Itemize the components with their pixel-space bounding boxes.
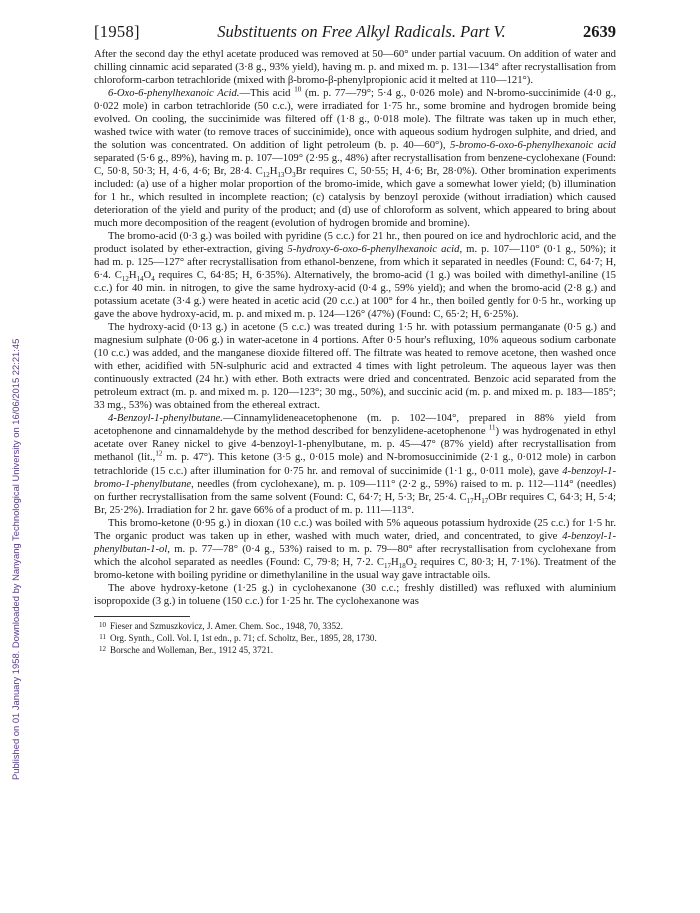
formula-subscript: 12: [262, 171, 270, 180]
paragraph: [94, 87, 616, 230]
text-run: —Cinnamylideneacetophenone (m. p. 102—104°, prepared in 88% yield from acetophenone and cinnamaldehyde by the method described for benzylidene-acetophenone: [94, 413, 616, 438]
paragraph: [94, 582, 616, 608]
text-run: (m. p. 77—79°; 5·4 g., 0·026 mole) and N-bromo-succinimide (4·0 g., 0·022 mole) in carbon tetrachloride (50 c.c.), were irradiated for 1·75 hr., some bromine and hydrogen bromide being evolved. On cooling, the succinimide was filtered off (1·8 g., 0·018 mole). The filtrate was taken up in much ether, washed twice with water (to remove traces of succinimide), once with aqueous sodium hydrogen sulphite, and dried, and the solution was concentrated. On addition of light petroleum (b. p. 40—60°),: [94, 88, 616, 152]
footnote: [94, 644, 616, 656]
article-body: [94, 48, 616, 608]
paragraph: [94, 321, 616, 412]
text-run: The bromo-acid (0·3 g.) was boiled with pyridine (5 c.c.) for 21 hr., then poured on ice and hydrochloric acid, and the product isolated by ether-extraction, giving: [94, 231, 616, 256]
header-year: [1958]: [94, 22, 140, 41]
text-run: , m. p. 107—110° (0·1 g., 50%); it had m. p. 125—127° after recrystallisation from ethanol-benzene, from which it separated in needles (Found: C, 64·7; H, 6·4. C: [94, 244, 616, 282]
text-run: The hydroxy-acid (0·13 g.) in acetone (5 c.c.) was treated during 1·5 hr. with potassium permanganate (0·5 g.) and magnesium sulphate (0·06 g.) in water-acetone in 4 portions. After 0·5 hour's refluxing, 10% aqueous sodium carbonate (10 c.c.) was added, and the manganese dioxide filtered off. The filtrate was heated to remove acetone, then washed once with ether, acidified with 5N-sulphuric acid and extracted 4 times with light petroleum. The aqueous layer was then continuously extracted (24 hr.) with ether. Both extracts were dried and concentrated. Benzoic acid separated from the petroleum extract (m. p. and mixed m. p. 120—123°; 30 mg., 50%), and succinic acid (m. p. and mixed m. p. 183—185°; 33 mg., 53%) was obtained from the ethereal extract.: [94, 322, 616, 412]
text-run: Br requires C, 50·55; H, 4·6; Br, 28·0%). Other bromination experiments included: (a) use of a higher molar proportion of the bromo-imide, which gave a somewhat lower yield; (b) illumination for 1 hr., which resulted in incomplete reaction; (c) catalysis by benzoyl peroxide (without irradiation) which caused deterioration of the yield and purity of the product; and (d) use of chloroform as solvent, which appeared to bring about much more decomposition of the reagent (evolution of hydrogen bromide and bromine).: [94, 166, 616, 230]
compound-name: 4-benzoyl-1-bromo-1-phenylbutane: [94, 465, 616, 490]
formula-subscript: 17: [466, 496, 474, 505]
footnote-number: 12: [99, 644, 106, 653]
footnote: [94, 620, 616, 632]
formula-subscript: 4: [151, 275, 155, 284]
text-run: requires C, 64·85; H, 6·35%). Alternatively, the bromo-acid (1 g.) was boiled with dimethyl-aniline (15 c.c.) for 40 min. in nitrogen, to give the same hydroxy-acid (0·4 g., 59% yield); and when the bromo-acid (2·8 g.) and potassium acetate (3·4 g.) were heated in acetic acid (20 c.c.) at 100° for 4 hr., then boiled gently for 0·5 hr., working up gave the above hydroxy-acid, m. p. and mixed m. p. 124—126° (47%) (Found: C, 65·2; H, 6·25%).: [94, 270, 616, 321]
footnote-number: 11: [99, 632, 106, 641]
download-watermark: [0, 0, 34, 913]
formula-subscript: 13: [277, 171, 285, 180]
paragraph: [94, 517, 616, 582]
paragraph: [94, 230, 616, 321]
text-run: , needles (from cyclohexane), m. p. 109—111° (2·2 g., 59%) raised to m. p. 112—114° (needles) on further recrystallisation from the same solvent (Found: C, 64·7; H, 5·3; Br, 25·4. C: [94, 478, 616, 503]
text-run: This bromo-ketone (0·95 g.) in dioxan (10 c.c.) was boiled with 5% aqueous potassium hydroxide (25 c.c.) for 1·5 hr. The organic product was taken up in ether, washed with much water, dried, and concentrated, to give: [94, 517, 616, 542]
compound-name: 4-Benzoyl-1-phenylbutane.: [108, 413, 223, 425]
compound-name: 4-benzoyl-1-phenylbutan-1-ol: [94, 530, 616, 555]
footnote-text: Borsche and Wolleman, Ber., 1912 45, 3721.: [110, 644, 274, 655]
formula-subscript: 17: [384, 561, 391, 570]
footnote-rule: [94, 616, 190, 617]
text-run: ) was hydrogenated in ethyl acetate over Raney nickel to give 4-benzoyl-1-phenylbutane, m. p. 45—47° (87% yield) after recrystallisation from methanol (lit.,: [94, 426, 617, 464]
text-run: H: [391, 556, 399, 568]
compound-name: 5-hydroxy-6-oxo-6-phenylhexanoic acid: [287, 244, 460, 256]
reference-marker: 12: [155, 449, 163, 458]
footnotes: [94, 620, 616, 656]
journal-page: [94, 22, 616, 656]
text-run: requires C, 80·3; H, 7·1%). Treatment of the bromo-ketone with boiling pyridine or dimethylaniline in the usual way gave intractable oils.: [94, 556, 616, 581]
running-header: [94, 22, 616, 43]
formula-subscript: 18: [398, 561, 406, 570]
compound-name: 6-Oxo-6-phenylhexanoic Acid.: [108, 88, 240, 100]
text-run: H: [473, 491, 482, 503]
reference-marker: 11: [488, 423, 496, 432]
formula-subscript: 3: [292, 171, 296, 180]
text-run: OBr requires C, 64·3; H, 5·4; Br, 25·2%). Irradiation for 2 hr. gave 66% of a product of m. p. 111—113°.: [94, 491, 616, 516]
compound-name: 5-bromo-6-oxo-6-phenylhexanoic acid: [449, 140, 616, 152]
header-page-number: 2639: [583, 22, 616, 41]
formula-subscript: 14: [136, 275, 144, 284]
text-run: O: [284, 166, 293, 178]
formula-subscript: 12: [121, 275, 129, 284]
text-run: H: [269, 166, 278, 178]
footnote: [94, 632, 616, 644]
text-run: m. p. 47°). This ketone (3·5 g., 0·015 mole) and N-bromosuccinimide (2·1 g., 0·012 mole) in carbon tetrachloride (15 c.c.) after illumination for 0·75 hr. and removal of succinimide (1·1 g., 0·011 mole), gave: [94, 452, 616, 477]
footnote-number: 10: [99, 620, 106, 629]
paragraph: [94, 48, 616, 87]
text-run: O: [143, 270, 152, 282]
reference-marker: 10: [294, 85, 302, 94]
footnote-text: Org. Synth., Coll. Vol. I, 1st edn., p. 71; cf. Scholtz, Ber., 1895, 28, 1730.: [110, 632, 377, 643]
footnote-text: Fieser and Szmuszkovicz, J. Amer. Chem. Soc., 1948, 70, 3352.: [110, 620, 343, 631]
text-run: , m. p. 77—78° (0·4 g., 53%) raised to m. p. 79—80° after recrystallisation from cyclohexane from which the alcohol separated as needles (Found: C, 79·8; H, 7·2. C: [94, 543, 616, 568]
formula-subscript: 2: [413, 561, 417, 570]
header-title: Substituents on Free Alkyl Radicals. Part V.: [217, 22, 506, 41]
text-run: H: [128, 270, 137, 282]
text-run: O: [405, 556, 414, 568]
download-notice: Published on 01 January 1958. Downloaded by Nanyang Technological University on 16/06/2015 22:21:45: [10, 338, 21, 780]
paragraph: [94, 412, 616, 516]
text-run: The above hydroxy-ketone (1·25 g.) in cyclohexanone (30 c.c.; freshly distilled) was refluxed with aluminium isopropoxide (3 g.) in toluene (150 c.c.) for 1·25 hr. The cyclohexanone was: [94, 582, 616, 607]
text-run: —This acid: [239, 88, 295, 100]
text-run: After the second day the ethyl acetate produced was removed at 50—60° under partial vacuum. On addition of water and chilling cinnamic acid separated (3·8 g., 93% yield), having m. p. and mixed m. p. 131—134° after recrystallisation from chloroform-carbon tetrachloride (mixed with β-bromo-β-phenylpropionic acid it melted at 110—121°).: [94, 49, 616, 87]
formula-subscript: 17: [481, 496, 489, 505]
text-run: separated (5·6 g., 89%), having m. p. 107—109° (2·95 g., 48%) after recrystallisation from benzene-cyclohexane (Found: C, 50·8, 50·3; H, 4·6, 4·6; Br, 28·4. C: [94, 153, 616, 178]
